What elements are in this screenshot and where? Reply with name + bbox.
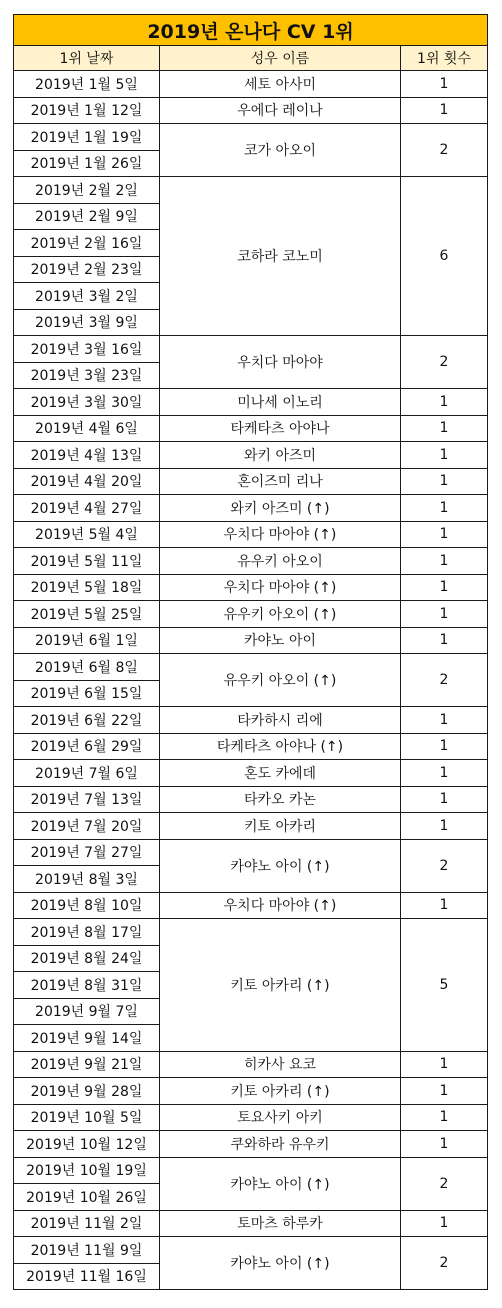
count-cell: 1 [401,495,488,522]
voice-actor-cell: 우치다 마아야 [160,336,401,389]
table-row [14,442,488,469]
date-cell: 2019년 4월 20일 [14,468,160,495]
voice-actor-cell: 우치다 마아야 (↑) [160,521,401,548]
date-cell: 2019년 2월 2일 [14,177,160,204]
date-cell: 2019년 10월 26일 [14,1184,160,1211]
count-cell: 2 [401,336,488,389]
table-row [14,813,488,840]
ranking-table [13,14,488,1290]
header-date: 1위 날짜 [14,46,160,71]
voice-actor-cell: 유우키 아오이 (↑) [160,601,401,628]
header-name: 성우 이름 [160,46,401,71]
table-row [14,601,488,628]
date-cell: 2019년 9월 7일 [14,998,160,1025]
count-cell: 1 [401,415,488,442]
voice-actor-cell: 토요사키 아키 [160,1104,401,1131]
count-cell: 5 [401,919,488,1052]
date-cell: 2019년 4월 13일 [14,442,160,469]
date-cell: 2019년 10월 5일 [14,1104,160,1131]
count-cell: 1 [401,548,488,575]
count-cell: 1 [401,627,488,654]
date-cell: 2019년 8월 24일 [14,945,160,972]
table-row [14,627,488,654]
table-row [14,548,488,575]
date-cell: 2019년 11월 9일 [14,1237,160,1264]
count-cell: 2 [401,654,488,707]
voice-actor-cell: 키토 아카리 (↑) [160,919,401,1052]
table-row [14,786,488,813]
table-row [14,415,488,442]
table-title: 2019년 온나다 CV 1위 [14,15,488,46]
date-cell: 2019년 3월 16일 [14,336,160,363]
date-cell: 2019년 4월 27일 [14,495,160,522]
count-cell: 1 [401,574,488,601]
voice-actor-cell: 타카오 카논 [160,786,401,813]
voice-actor-cell: 코하라 코노미 [160,177,401,336]
date-cell: 2019년 8월 10일 [14,892,160,919]
date-cell: 2019년 7월 20일 [14,813,160,840]
count-cell: 1 [401,468,488,495]
date-cell: 2019년 3월 30일 [14,389,160,416]
date-cell: 2019년 10월 19일 [14,1157,160,1184]
date-cell: 2019년 9월 28일 [14,1078,160,1105]
count-cell: 1 [401,813,488,840]
ranking-sheet [13,14,488,1290]
table-row [14,71,488,98]
date-cell: 2019년 1월 19일 [14,124,160,151]
date-cell: 2019년 3월 23일 [14,362,160,389]
date-cell: 2019년 6월 1일 [14,627,160,654]
table-row [14,1078,488,1105]
count-cell: 1 [401,733,488,760]
date-cell: 2019년 10월 12일 [14,1131,160,1158]
header-count: 1위 횟수 [401,46,488,71]
table-row [14,733,488,760]
table-row [14,495,488,522]
date-cell: 2019년 2월 23일 [14,256,160,283]
date-cell: 2019년 4월 6일 [14,415,160,442]
voice-actor-cell: 타케타츠 아야나 (↑) [160,733,401,760]
table-row [14,1104,488,1131]
voice-actor-cell: 코가 아오이 [160,124,401,177]
count-cell: 1 [401,1210,488,1237]
voice-actor-cell: 쿠와하라 유우키 [160,1131,401,1158]
table-row [14,760,488,787]
voice-actor-cell: 히카사 요코 [160,1051,401,1078]
count-cell: 2 [401,1157,488,1210]
voice-actor-cell: 타카하시 리에 [160,707,401,734]
table-row [14,177,488,204]
voice-actor-cell: 혼도 카에데 [160,760,401,787]
count-cell: 1 [401,71,488,98]
voice-actor-cell: 우치다 마아야 (↑) [160,574,401,601]
voice-actor-cell: 와키 아즈미 (↑) [160,495,401,522]
voice-actor-cell: 우에다 레이나 [160,97,401,124]
date-cell: 2019년 8월 17일 [14,919,160,946]
date-cell: 2019년 5월 25일 [14,601,160,628]
date-cell: 2019년 9월 21일 [14,1051,160,1078]
voice-actor-cell: 우치다 마아야 (↑) [160,892,401,919]
title-row [14,15,488,46]
table-row [14,574,488,601]
table-row [14,892,488,919]
table-row [14,124,488,151]
count-cell: 1 [401,786,488,813]
count-cell: 1 [401,1051,488,1078]
date-cell: 2019년 6월 8일 [14,654,160,681]
table-row [14,1237,488,1264]
count-cell: 1 [401,97,488,124]
date-cell: 2019년 6월 22일 [14,707,160,734]
date-cell: 2019년 5월 11일 [14,548,160,575]
count-cell: 1 [401,389,488,416]
date-cell: 2019년 3월 9일 [14,309,160,336]
table-row [14,707,488,734]
date-cell: 2019년 8월 31일 [14,972,160,999]
table-row [14,468,488,495]
table-row [14,97,488,124]
date-cell: 2019년 7월 6일 [14,760,160,787]
voice-actor-cell: 키토 아카리 [160,813,401,840]
count-cell: 1 [401,1131,488,1158]
table-row [14,839,488,866]
table-row [14,1051,488,1078]
date-cell: 2019년 3월 2일 [14,283,160,310]
table-row [14,1210,488,1237]
count-cell: 1 [401,1104,488,1131]
count-cell: 2 [401,1237,488,1290]
voice-actor-cell: 세토 아사미 [160,71,401,98]
voice-actor-cell: 토마츠 하루카 [160,1210,401,1237]
count-cell: 2 [401,124,488,177]
table-body [14,71,488,1290]
count-cell: 1 [401,707,488,734]
voice-actor-cell: 카야노 아이 (↑) [160,839,401,892]
voice-actor-cell: 와키 아즈미 [160,442,401,469]
table-row [14,389,488,416]
date-cell: 2019년 5월 4일 [14,521,160,548]
date-cell: 2019년 2월 9일 [14,203,160,230]
table-row [14,654,488,681]
date-cell: 2019년 1월 5일 [14,71,160,98]
voice-actor-cell: 혼이즈미 리나 [160,468,401,495]
date-cell: 2019년 11월 16일 [14,1263,160,1290]
date-cell: 2019년 2월 16일 [14,230,160,257]
voice-actor-cell: 미나세 이노리 [160,389,401,416]
voice-actor-cell: 카야노 아이 [160,627,401,654]
voice-actor-cell: 타케타츠 아야나 [160,415,401,442]
date-cell: 2019년 6월 15일 [14,680,160,707]
table-row [14,521,488,548]
voice-actor-cell: 키토 아카리 (↑) [160,1078,401,1105]
date-cell: 2019년 11월 2일 [14,1210,160,1237]
date-cell: 2019년 7월 27일 [14,839,160,866]
voice-actor-cell: 유우키 아오이 [160,548,401,575]
voice-actor-cell: 유우키 아오이 (↑) [160,654,401,707]
table-row [14,336,488,363]
count-cell: 1 [401,601,488,628]
count-cell: 1 [401,521,488,548]
voice-actor-cell: 카야노 아이 (↑) [160,1157,401,1210]
date-cell: 2019년 1월 12일 [14,97,160,124]
count-cell: 2 [401,839,488,892]
date-cell: 2019년 6월 29일 [14,733,160,760]
count-cell: 1 [401,1078,488,1105]
date-cell: 2019년 8월 3일 [14,866,160,893]
table-row [14,1131,488,1158]
date-cell: 2019년 5월 18일 [14,574,160,601]
count-cell: 6 [401,177,488,336]
count-cell: 1 [401,442,488,469]
table-row [14,919,488,946]
date-cell: 2019년 7월 13일 [14,786,160,813]
header-row [14,46,488,71]
date-cell: 2019년 9월 14일 [14,1025,160,1052]
table-row [14,1157,488,1184]
voice-actor-cell: 카야노 아이 (↑) [160,1237,401,1290]
date-cell: 2019년 1월 26일 [14,150,160,177]
count-cell: 1 [401,892,488,919]
count-cell: 1 [401,760,488,787]
